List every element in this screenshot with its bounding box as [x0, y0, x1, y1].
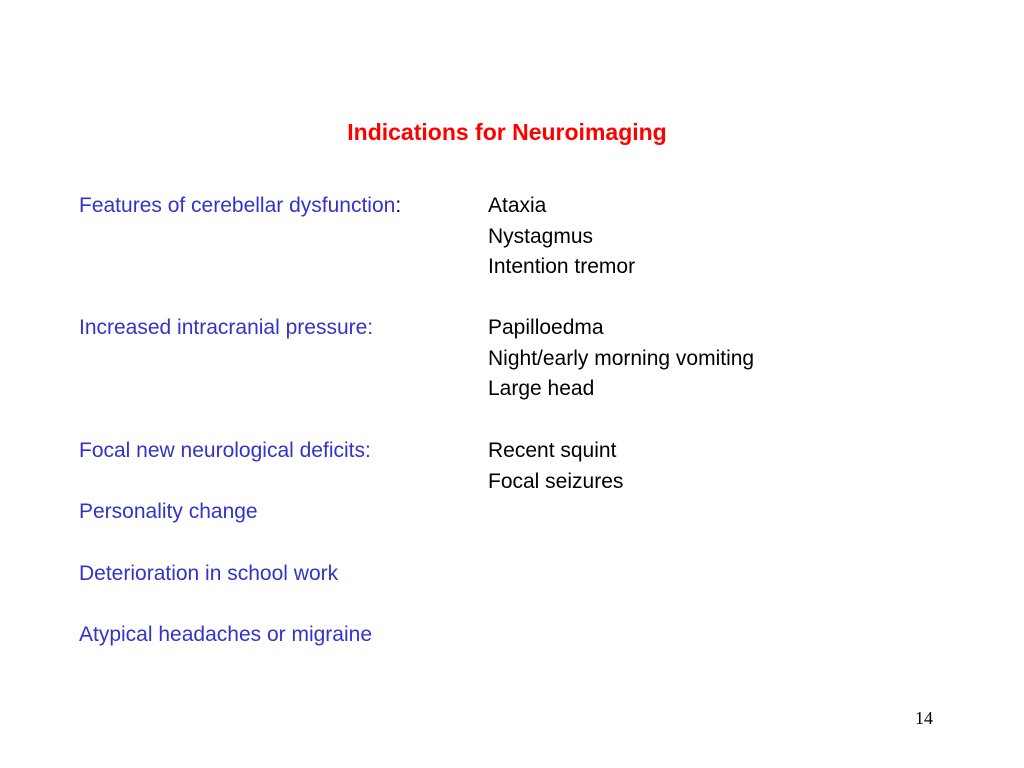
- indication-value: Recent squint: [488, 439, 617, 462]
- indication-label-text: Features of cerebellar dysfunction: [79, 194, 396, 217]
- indication-label-headaches: Atypical headaches or migraine: [79, 623, 372, 646]
- indication-label-intracranial-pressure: Increased intracranial pressure:: [79, 316, 374, 339]
- indication-value: Focal seizures: [488, 470, 624, 493]
- page-number: 14: [915, 708, 933, 728]
- label-colon: :: [395, 194, 402, 217]
- indication-label-cerebellar: [79, 191, 401, 221]
- indication-label-personality-change: Personality change: [79, 500, 258, 523]
- indication-value: Intention tremor: [488, 255, 636, 278]
- indication-value: Night/early morning vomiting: [488, 347, 755, 370]
- indication-value: Papilloedma: [488, 316, 604, 339]
- indication-label-school-work: Deterioration in school work: [79, 562, 339, 585]
- indication-value: Nystagmus: [488, 225, 594, 248]
- indication-value: Ataxia: [488, 194, 547, 217]
- indication-value: Large head: [488, 377, 595, 400]
- indication-label-focal-deficits: Focal new neurological deficits:: [79, 439, 371, 462]
- slide-title: Indications for Neuroimaging: [347, 119, 667, 145]
